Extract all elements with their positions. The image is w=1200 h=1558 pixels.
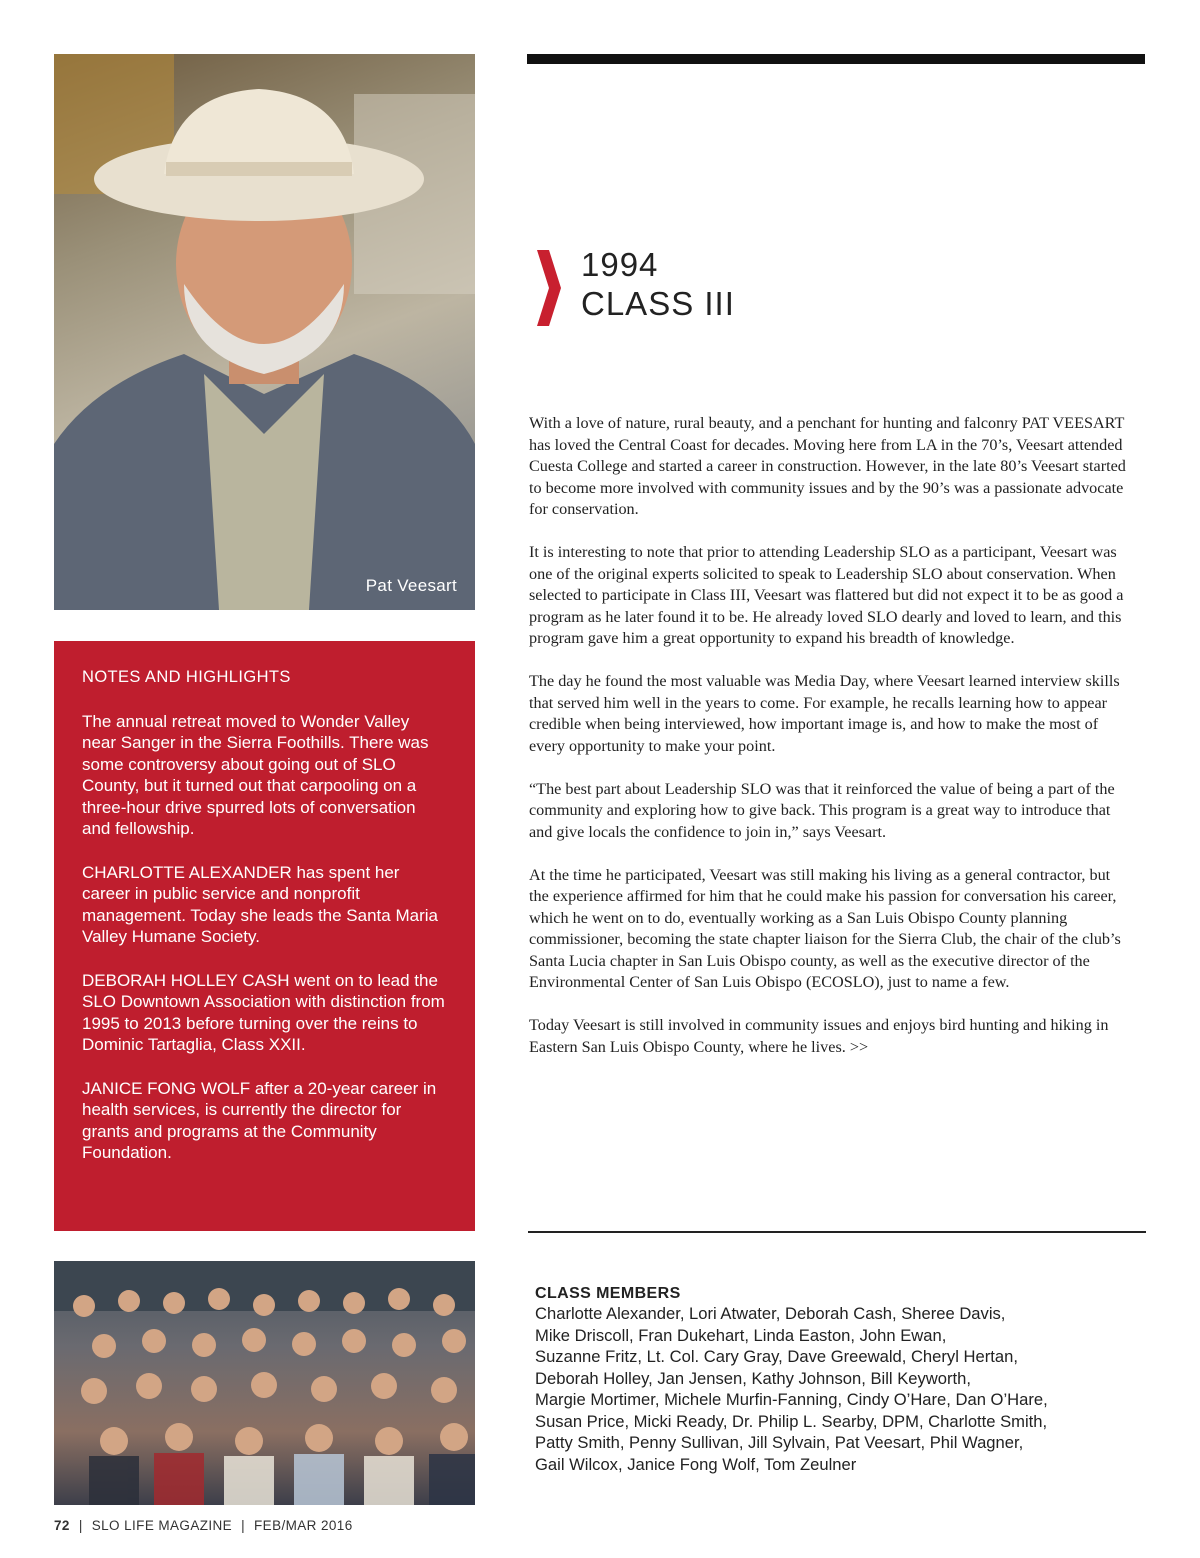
members-line: Deborah Holley, Jan Jensen, Kathy Johnson, Bill Keyworth, xyxy=(535,1368,971,1388)
article-paragraph: With a love of nature, rural beauty, and a penchant for hunting and falconry PAT VEESART has loved the Central Coast for decades. Moving here from LA in the 70’s, Veesart attended Cuesta College and started a career in construction. However, in the late 80’s Veesart started to become more involved with community issues and by the 90’s was a passionate advocate for conservation. xyxy=(529,414,1126,518)
members-line: Suzanne Fritz, Lt. Col. Cary Gray, Dave Greewald, Cheryl Hertan, xyxy=(535,1347,1018,1366)
class-group-photo xyxy=(54,1261,475,1505)
notes-paragraph: JANICE FONG WOLF after a 20-year career in health services, is currently the director for grants and programs at the Community Foundation. xyxy=(82,1078,437,1162)
footer-separator: | xyxy=(78,1518,83,1533)
article-paragraph: “The best part about Leadership SLO was that it reinforced the value of being a part of the community and exploring how to give back. This program is a great way to introduce that and give locals the confidence to join in,” says Veesart. xyxy=(529,779,1115,841)
notes-paragraph: CHARLOTTE ALEXANDER has spent her career in public service and nonprofit management. Today she leads the Santa Maria Valley Humane Society. xyxy=(82,862,438,946)
class-members xyxy=(535,1284,1155,1475)
notes-paragraph: The annual retreat moved to Wonder Valley near Sanger in the Sierra Foothills. There was some controversy about going out of SLO County, but it turned out that carpooling on a three-hour drive spurred lots of conversation and fellowship. xyxy=(82,711,429,838)
photo-caption: Pat Veesart xyxy=(365,576,457,595)
article-paragraph: Today Veesart is still involved in community issues and enjoys bird hunting and hiking in Eastern San Luis Obispo County, where he lives. >> xyxy=(529,1016,1109,1056)
top-divider xyxy=(527,54,1145,64)
portrait-photo xyxy=(54,54,475,610)
article-body xyxy=(529,413,1129,1080)
publication-name: SLO LIFE MAGAZINE xyxy=(91,1518,233,1533)
article-paragraph: The day he found the most valuable was Media Day, where Veesart learned interview skills that served him well in the years to come. For example, he recalls learning how to appear credible when being interviewed, how important image is, and how to make the most of every opportunity to make your point. xyxy=(529,672,1120,755)
chevron-right-icon xyxy=(533,248,563,328)
portrait-illustration xyxy=(54,54,475,610)
notes-heading: NOTES AND HIGHLIGHTS xyxy=(82,668,291,686)
members-line: Gail Wilcox, Janice Fong Wolf, Tom Zeulner xyxy=(535,1454,857,1474)
members-line: Margie Mortimer, Michele Murfin-Fanning, Cindy O’Hare, Dan O’Hare, xyxy=(535,1390,1048,1409)
issue-date: FEB/MAR 2016 xyxy=(254,1518,353,1533)
class-name: CLASS III xyxy=(581,285,735,322)
page-footer xyxy=(54,1518,353,1533)
members-line: Mike Driscoll, Fran Dukehart, Linda Easton, John Ewan, xyxy=(535,1325,947,1345)
group-illustration xyxy=(54,1261,475,1505)
article-paragraph: It is interesting to note that prior to attending Leadership SLO as a participant, Veesart was one of the original experts solicited to speak to Leadership SLO about conservation. When selected to participate in Class III, Veesart was flattered but did not expect it to be as good a program as he later found it to be. He already loved SLO dearly and loved to learn, and this program gave him a great opportunity to expand his breadth of knowledge. xyxy=(529,543,1124,647)
page-number: 72 xyxy=(54,1518,70,1533)
members-line: Patty Smith, Penny Sullivan, Jill Sylvain, Pat Veesart, Phil Wagner, xyxy=(535,1433,1024,1452)
footer-separator: | xyxy=(241,1518,246,1533)
section-divider xyxy=(528,1231,1146,1233)
class-members-label: CLASS MEMBERS xyxy=(535,1285,681,1302)
notes-paragraph: DEBORAH HOLLEY CASH went on to lead the SLO Downtown Association with distinction from 1995 to 2013 before turning over the reins to Dominic Tartaglia, Class XXII. xyxy=(82,970,445,1054)
members-line: Susan Price, Micki Ready, Dr. Philip L. Searby, DPM, Charlotte Smith, xyxy=(535,1411,1048,1431)
members-line: Charlotte Alexander, Lori Atwater, Deborah Cash, Sheree Davis, xyxy=(535,1304,1006,1323)
article-paragraph: At the time he participated, Veesart was still making his living as a general contractor, but the experience affirmed for him that he could make his passion for conversation his career, which he went on to do, eventually working as a San Luis Obispo County planning commissioner, becoming the state chapter liaison for the Sierra Club, the chair of the club’s Santa Lucia chapter in San Luis Obispo county, as well as the executive director of the Environmental Center of San Luis Obispo (ECOSLO), just to name a few. xyxy=(529,865,1121,991)
notes-highlights-box xyxy=(54,641,475,1231)
class-year: 1994 xyxy=(581,246,659,283)
class-members-list xyxy=(535,1303,1155,1475)
